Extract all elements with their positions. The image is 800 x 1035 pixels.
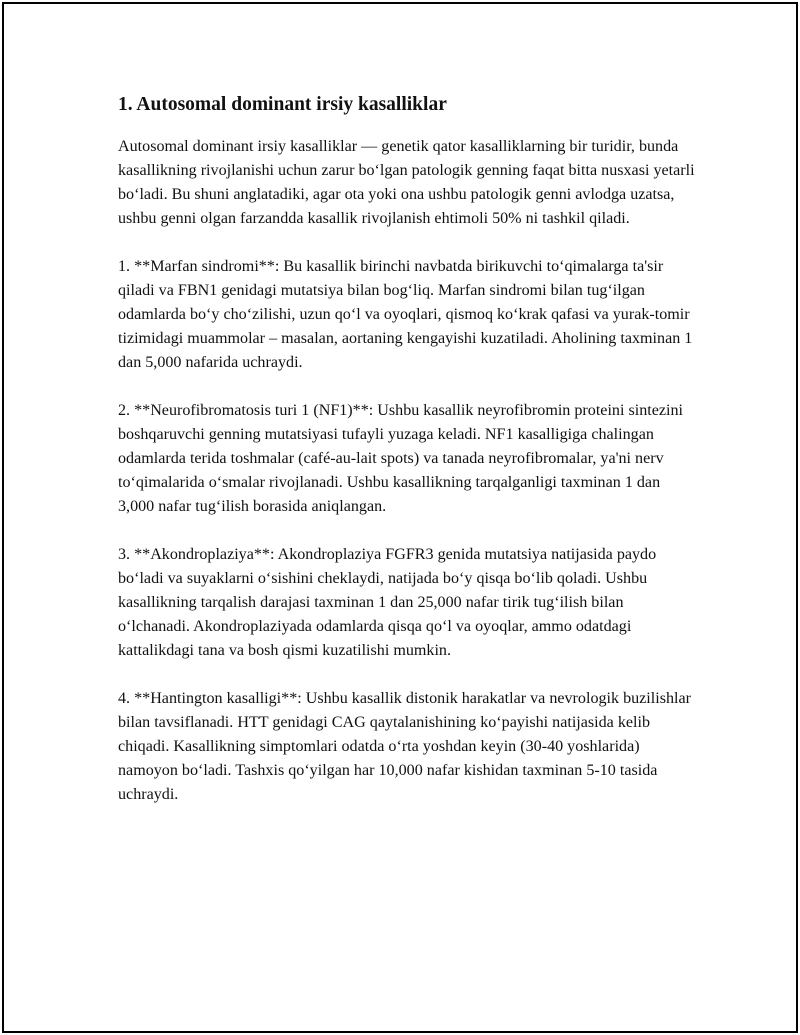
paragraph-marfan-syndrome: 1. **Marfan sindromi**: Bu kasallik birinchi navbatda birikuvchi to‘qimalarga ta'sir qiladi va FBN1 genidagi mutatsiya bilan bog‘liq. Marfan sindromi bilan tug‘ilgan odamlarda bo‘y cho‘zilishi, uzun qo‘l va oyoqlari, qismoq ko‘krak qafasi va yurak-tomir tizimidagi muammolar – masalan, aortaning kengayishi kuzatiladi. Aholining taxminan 1 dan 5,000 nafarida uchraydi. bbox=[118, 258, 693, 371]
paragraph-achondroplasia: 3. **Akondroplaziya**: Akondroplaziya FGFR3 genida mutatsiya natijasida paydo bo‘ladi va suyaklarni o‘sishini cheklaydi, natijada bo‘y qisqa bo‘lib qoladi. Ushbu kasallikning tarqalish darajasi taxminan 1 dan 25,000 nafar tirik tug‘ilish bilan o‘lchanadi. Akondroplaziyada odamlarda qisqa qo‘l va oyoqlar, ammo odatdagi kattalikdagi tana va bosh qismi kuzatilishi mumkin. bbox=[118, 546, 657, 659]
paragraph-neurofibromatosis: 2. **Neurofibromatosis turi 1 (NF1)**: Ushbu kasallik neyrofibromin proteini sintezini boshqaruvchi genning mutatsiyasi tufayli yuzaga keladi. NF1 kasalligiga chalingan odamlarda terida toshmalar (café-au-lait spots) va tanada neyrofibromalar, ya'ni nerv to‘qimalarida o‘smalar rivojlanadi. Ushbu kasallikning tarqalganligi taxminan 1 dan 3,000 nafar tug‘ilish borasida aniqlangan. bbox=[118, 402, 683, 515]
section-heading: 1. Autosomal dominant irsiy kasalliklar bbox=[118, 94, 447, 115]
intro-paragraph: Autosomal dominant irsiy kasalliklar — genetik qator kasalliklarning bir turidir, bunda kasallikning rivojlanishi uchun zarur bo‘lgan patologik genning faqat bitta nusxasi yetarli bo‘ladi. Bu shuni anglatadiki, agar ota yoki ona ushbu patologik genni avlodga uzatsa, ushbu genni olgan farzandda kasallik rivojlanish ehtimoli 50% ni tashkil qiladi. bbox=[118, 138, 695, 227]
document-body bbox=[118, 92, 698, 831]
paragraph-huntington-disease: 4. **Hantington kasalligi**: Ushbu kasallik distonik harakatlar va nevrologik buzilishlar bilan tavsiflanadi. HTT genidagi CAG qaytalanishining ko‘payishi natijasida kelib chiqadi. Kasallikning simptomlari odatda o‘rta yoshdan keyin (30-40 yoshlarida) namoyon bo‘ladi. Tashxis qo‘yilgan har 10,000 nafar kishidan taxminan 5-10 tasida uchraydi. bbox=[118, 690, 692, 803]
